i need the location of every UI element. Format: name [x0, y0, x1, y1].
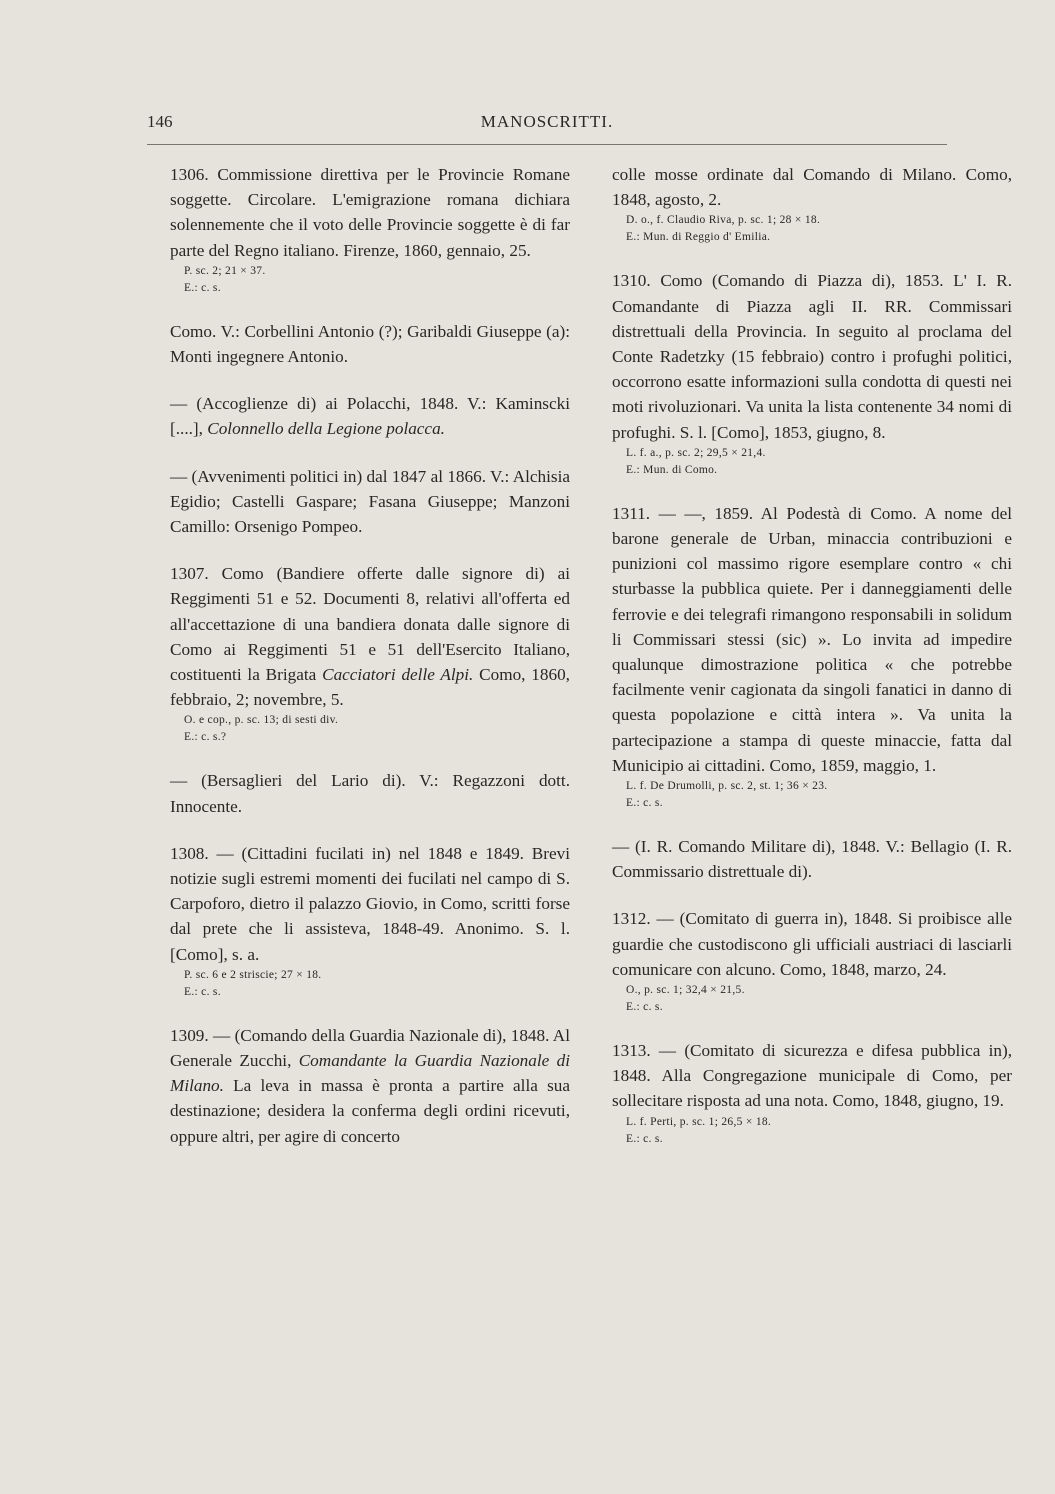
- spacer: [612, 884, 1012, 906]
- entry-1309-body: La leva in massa è pronta a partire alla sua destinazione; desidera la conferma degli ordini ricevuti, oppure altri, per agire di concerto: [170, 1076, 570, 1146]
- spacer: [170, 819, 570, 841]
- entry-1313: 1313. — (Comitato di sicurezza e difesa pubblica in), 1848. Alla Congregazione municipale di Como, per sollecitare risposta ad una nota. Como, 1848, giugno, 19.: [612, 1041, 1012, 1111]
- entry-1306-location: E.: c. s.: [184, 281, 221, 294]
- entry-1312-location: E.: c. s.: [626, 1001, 663, 1014]
- left-column: [170, 162, 570, 1149]
- entry-1311: 1311. — —, 1859. Al Podestà di Como. A nome del barone generale de Urban, minaccia contribuzioni e punizioni col massimo rigore esemplare contro « chi sturbasse la pubblica quiete. Per i danneggiamenti delle ferrovie e dei telegrafi rimangono responsabili in solidum li Commissari stessi (sic) ». Lo invita ad impedire qualunque dimostrazione politica « che potrebbe facilmente venir cagionata da singoli fanatici in danno di questa popolazione e città intera ». Va unita la partecipazione a stampa di queste minaccie, fatta dal Municipio ai cittadini. Como, 1859, maggio, 1.: [612, 503, 1012, 775]
- accoglienze-text: — (Accoglienze di) ai Polacchi, 1848. V.: Kaminscki [....],: [170, 394, 570, 439]
- entry-1309-italic: Comandante la Guardia Nazionale di Milano.: [170, 1051, 570, 1096]
- avvenimenti-entry: — (Avvenimenti politici in) dal 1847 al 1866. V.: Alchisia Egidio; Castelli Gaspare; Fasana Giuseppe; Manzoni Camillo: Orsenigo Pompeo.: [170, 466, 570, 537]
- spacer: [170, 539, 570, 561]
- entry-1310: 1310. Como (Comando di Piazza di), 1853. L' I. R. Comandante di Piazza agli II. RR. Commissari distrettuali della Provincia. In seguito al proclama del Conte Radetzky (15 febbraio) contro i profughi politici, occorrono esatte informazioni sulla condotta di questi nei moti rivoluzionari. Va unita la lista contenente 34 nomi di profughi. S. l. [Como], 1853, giugno, 8.: [612, 271, 1012, 442]
- entry-1310-location: E.: Mun. di Como.: [626, 463, 718, 476]
- entry-1307-date: Como, 1860, febbraio, 2; novembre, 5.: [170, 665, 570, 710]
- right-column: [612, 162, 1012, 1148]
- spacer: [170, 1001, 570, 1023]
- running-head: MANOSCRITTI.: [480, 112, 614, 131]
- entry-1312: 1312. — (Comitato di guerra in), 1848. Si proibisce alle guardie che custodiscono gli ufficiali austriaci di lasciarli comunicare con alcuno. Como, 1848, marzo, 24.: [612, 909, 1012, 979]
- page-number: 146: [147, 112, 173, 131]
- accoglienze-entry: [170, 391, 570, 441]
- entry-1309-physical: D. o., f. Claudio Riva, p. sc. 1; 28 × 18.: [626, 214, 821, 227]
- entry-1311-physical: L. f. De Drumolli, p. sc. 2, st. 1; 36 × 23.: [626, 780, 828, 793]
- header-rule: [147, 144, 947, 145]
- spacer: [170, 442, 570, 464]
- entry-1308-physical: P. sc. 6 e 2 striscie; 27 × 18.: [184, 968, 322, 981]
- entry-1307: [170, 561, 570, 712]
- bersaglieri-entry: — (Bersaglieri del Lario di). V.: Regazzoni dott. Innocente.: [170, 771, 570, 816]
- spacer: [612, 1016, 1012, 1038]
- entry-1307-physical: O. e cop., p. sc. 13; di sesti div.: [184, 714, 339, 727]
- entry-1312-physical: O., p. sc. 1; 32,4 × 21,5.: [626, 984, 745, 997]
- irc-entry: — (I. R. Comando Militare di), 1848. V.: Bellagio (I. R. Commissario distrettuale di).: [612, 837, 1012, 882]
- entry-1313-location: E.: c. s.: [626, 1132, 663, 1145]
- entry-1306-physical: P. sc. 2; 21 × 37.: [184, 264, 266, 277]
- entry-1307-italic: Cacciatori delle Alpi.: [322, 665, 474, 685]
- entry-1307-text: 1307. Como (Bandiere offerte dalle signore di) ai Reggimenti 51 e 52. Documenti 8, relativi all'offerta ed all'accettazione di una bandiera donata dalle signore di Como ai Reggimenti 51 e 51 dell'Esercito Italiano, costituenti la Brigata: [170, 564, 570, 685]
- spacer: [170, 746, 570, 768]
- spacer: [612, 479, 1012, 501]
- entry-1313-physical: L. f. Perti, p. sc. 1; 26,5 × 18.: [626, 1115, 772, 1128]
- como-see-also: Como. V.: Corbellini Antonio (?); Garibaldi Giuseppe (a): Monti ingegnere Antonio.: [170, 321, 570, 367]
- page-header: [147, 112, 947, 138]
- spacer: [170, 297, 570, 319]
- spacer: [170, 369, 570, 391]
- entry-1307-location: E.: c. s.?: [184, 731, 227, 744]
- entry-1309: [170, 1023, 570, 1149]
- entry-1309-continued: colle mosse ordinate dal Comando di Milano. Como, 1848, agosto, 2.: [612, 165, 1012, 210]
- entry-1311-location: E.: c. s.: [626, 797, 663, 810]
- entry-1306: 1306. Commissione direttiva per le Provincie Romane soggette. Circolare. L'emigrazione romana dichiara solennemente che il voto delle Provincie soggette è di far parte del Regno italiano. Firenze, 1860, gennaio, 25.: [170, 165, 570, 260]
- spacer: [612, 246, 1012, 268]
- spacer: [612, 812, 1012, 834]
- entry-1308-location: E.: c. s.: [184, 985, 221, 998]
- entry-1308: 1308. — (Cittadini fucilati in) nel 1848 e 1849. Brevi notizie sugli estremi momenti dei fucilati nel campo di S. Carpoforo, dietro il palazzo Giovio, in Como, scritti forse dal prete che li assisteva, 1848-49. Anonimo. S. l. [Como], s. a.: [170, 843, 570, 964]
- entry-1310-physical: L. f. a., p. sc. 2; 29,5 × 21,4.: [626, 446, 766, 459]
- accoglienze-italic: Colonnello della Legione polacca.: [207, 419, 445, 439]
- entry-1309-text: 1309. — (Comando della Guardia Nazionale di), 1848. Al Generale Zucchi,: [170, 1025, 570, 1071]
- entry-1309-location: E.: Mun. di Reggio d' Emilia.: [626, 231, 771, 244]
